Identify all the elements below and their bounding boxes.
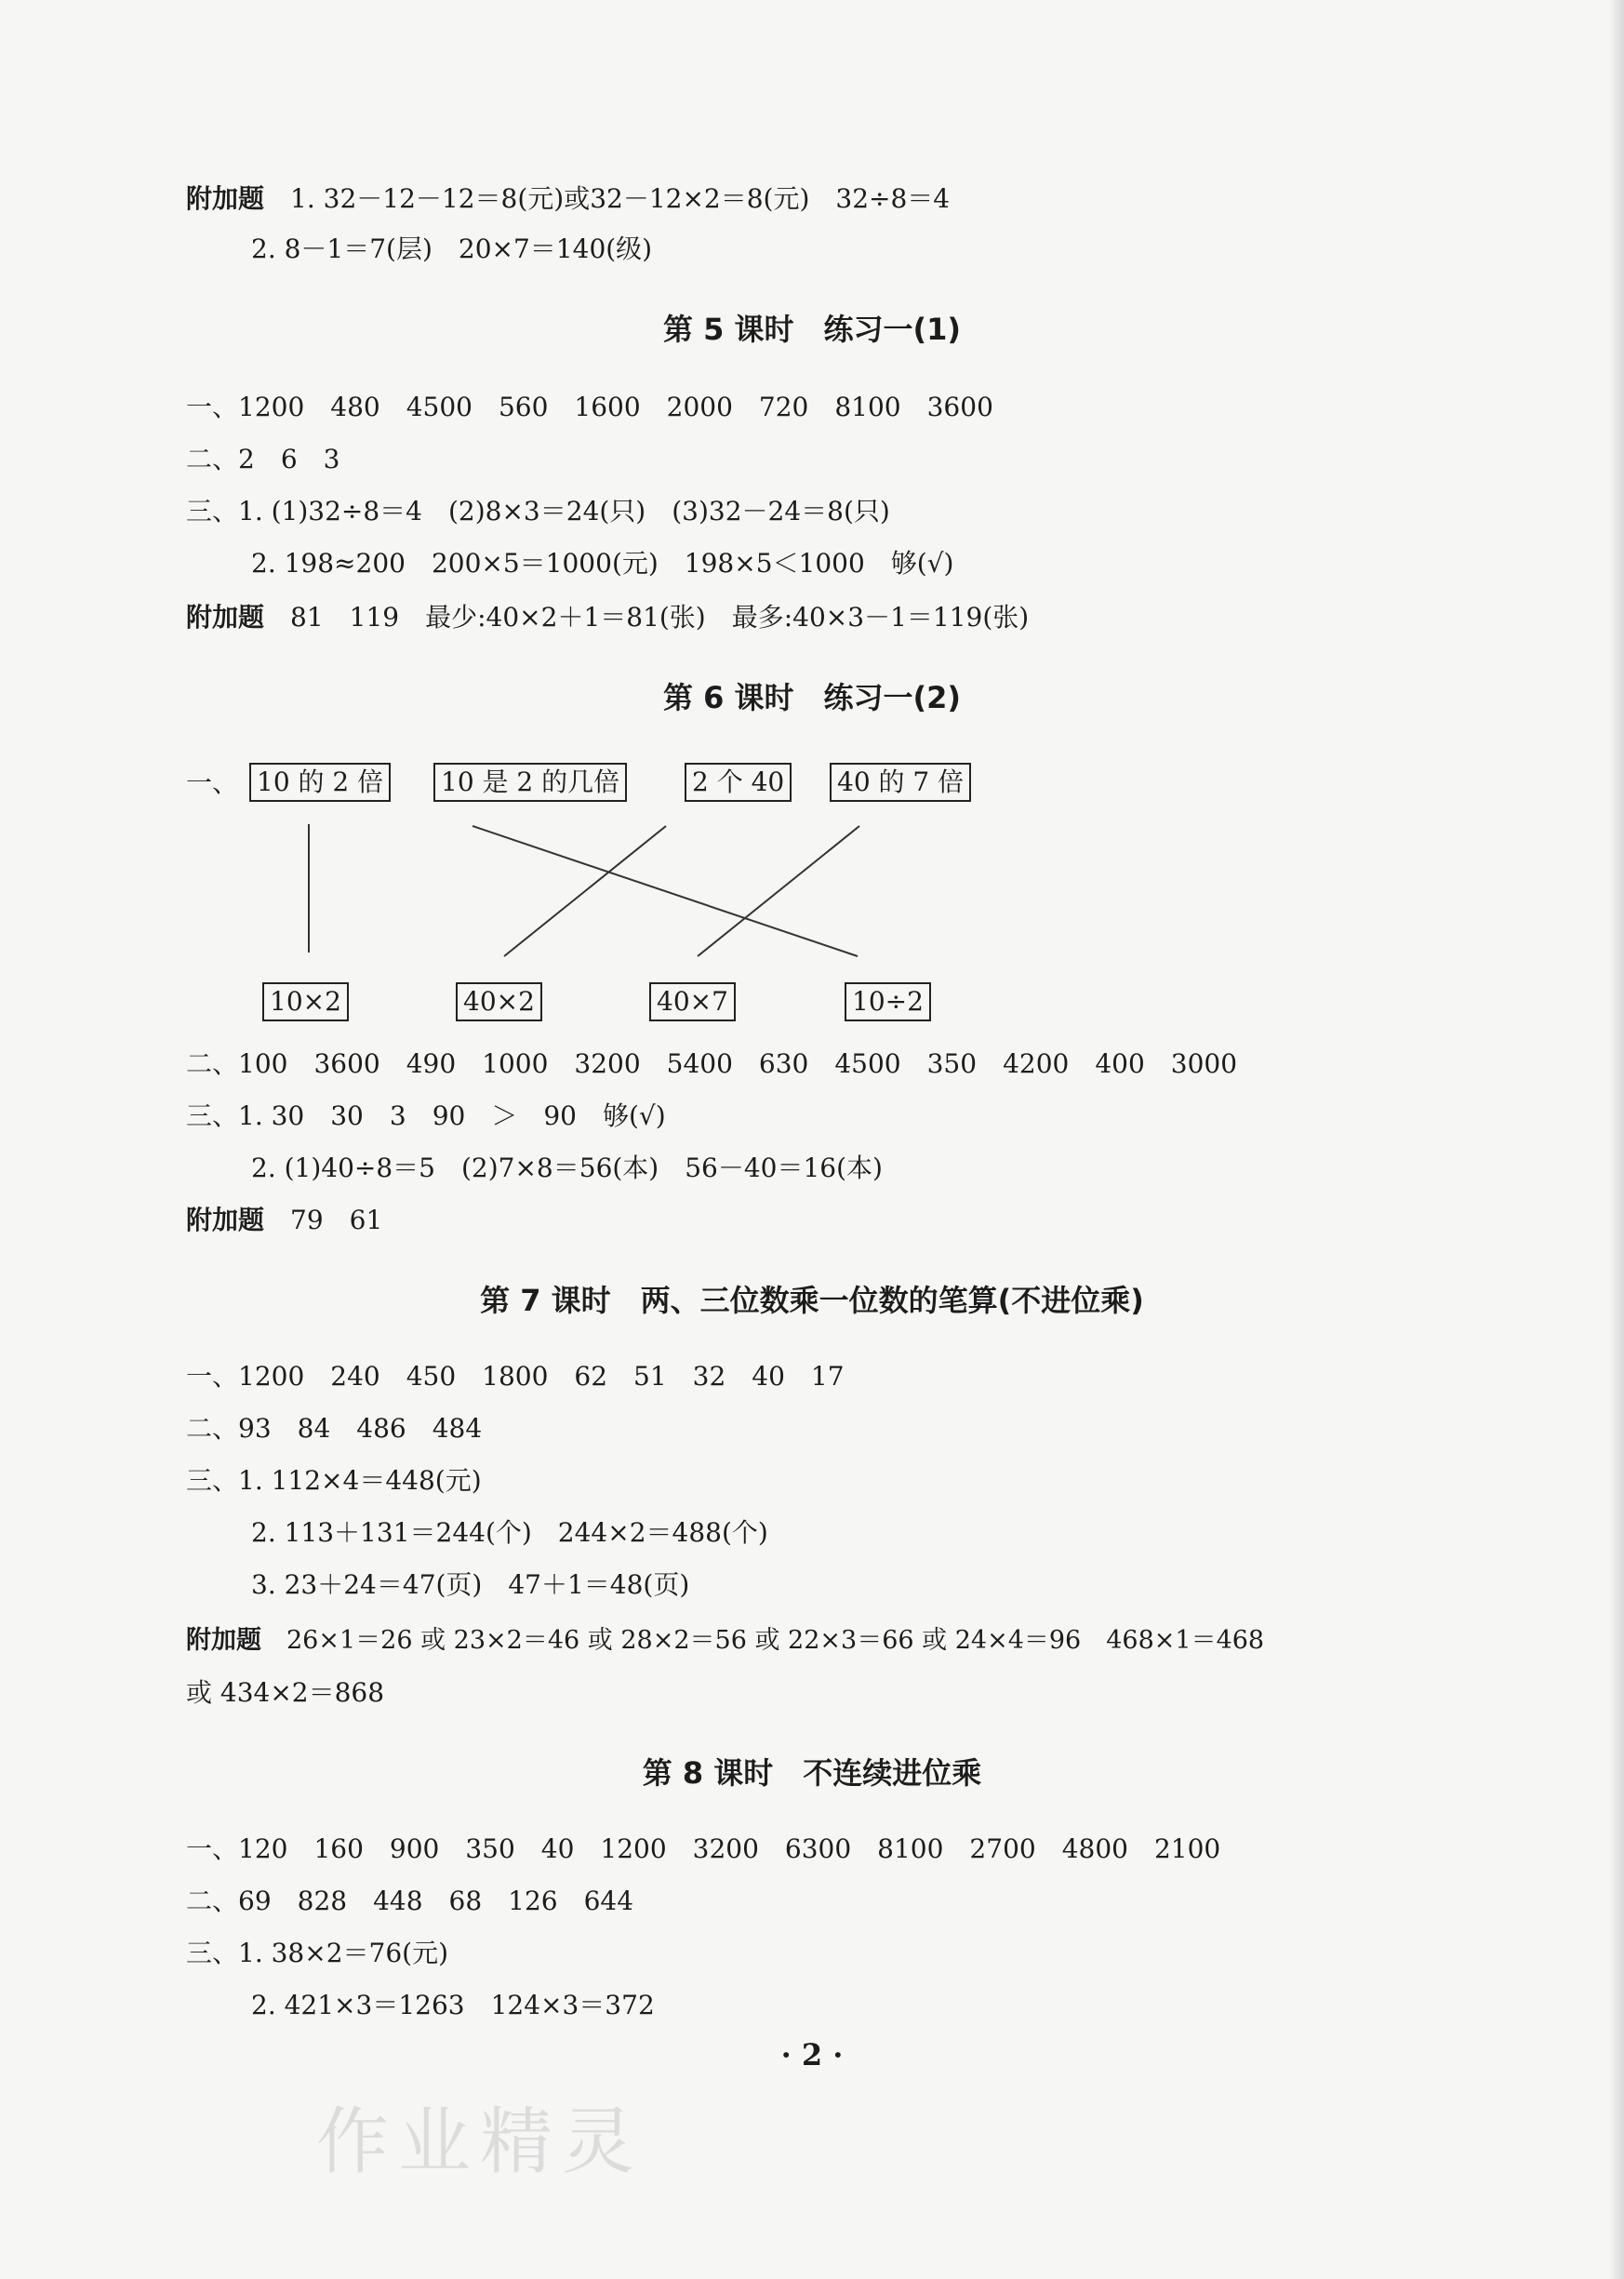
bottom-box-4: 10÷2 [845,982,931,1021]
s8-line3: 三、1. 38×2＝76(元) [186,1938,448,1968]
bottom-box-2: 40×2 [456,982,542,1021]
top-box-4: 40 的 7 倍 [830,763,971,802]
extra-text: 81 119 最少:40×2＋1＝81(张) 最多:40×3－1＝119(张) [290,602,1030,633]
s5-line1: 一、1200 480 4500 560 1600 2000 720 8100 3600 [186,392,993,422]
section-6-title: 第 6 课时 练习一(2) [662,680,962,715]
s6-line3: 三、1. 30 30 3 90 ＞ 90 够(√) [186,1100,666,1131]
header-extra-line2: 2. 8－1＝7(层) 20×7＝140(级) [251,233,653,264]
s5-line2: 二、2 6 3 [186,444,340,474]
extra-label: 附加题 [186,1626,261,1655]
section-8-title: 第 8 课时 不连续进位乘 [642,1755,982,1791]
page-number: · 2 · [780,2037,844,2072]
s5-line4: 2. 198≈200 200×5＝1000(元) 198×5＜1000 够(√) [251,548,954,579]
section-7-title: 第 7 课时 两、三位数乘一位数的笔算(不进位乘) [480,1283,1144,1318]
s7-line4: 2. 113＋131＝244(个) 244×2＝488(个) [251,1517,768,1548]
extra-text: 1. 32－12－12＝8(元)或32－12×2＝8(元) 32÷8＝4 [290,183,951,214]
top-box-1: 10 的 2 倍 [249,763,391,802]
extra-label: 附加题 [186,1205,265,1235]
s6-line4: 2. (1)40÷8＝5 (2)7×8＝56(本) 56－40＝16(本) [251,1153,883,1183]
match-line-4 [698,826,859,956]
page-edge-shadow [1609,0,1624,2279]
extra-text: 26×1＝26 或 23×2＝46 或 28×2＝56 或 22×3＝66 或 24×4＝96 468×1＝468 [286,1626,1265,1655]
extra-label: 附加题 [186,183,265,214]
extra-label: 附加题 [186,602,265,633]
top-box-3: 2 个 40 [685,763,792,802]
s7-extra [186,1622,1264,1659]
match-line-2 [473,826,858,956]
section-5-title: 第 5 课时 练习一(1) [662,312,962,347]
bottom-box-3: 40×7 [649,982,736,1021]
extra-text: 79 61 [290,1205,383,1235]
s7-line3: 三、1. 112×4＝448(元) [186,1465,482,1496]
s6-extra [186,1202,382,1239]
s8-line1: 一、120 160 900 350 40 1200 3200 6300 8100 2700 4800 2100 [186,1833,1221,1864]
s8-line4: 2. 421×3＝1263 124×3＝372 [251,1990,655,2020]
s7-line1: 一、1200 240 450 1800 62 51 32 40 17 [186,1361,845,1392]
top-box-2: 10 是 2 的几倍 [433,763,627,802]
s6-prefix: 一、 [186,767,239,798]
s8-line2: 二、69 828 448 68 126 644 [186,1886,634,1916]
bottom-box-1: 10×2 [262,982,349,1021]
s5-line3: 三、1. (1)32÷8＝4 (2)8×3＝24(只) (3)32－24＝8(只) [186,496,890,526]
watermark-logo: 作业精灵 [316,2100,645,2184]
s7-line2: 二、93 84 486 484 [186,1413,483,1444]
s6-line2: 二、100 3600 490 1000 3200 5400 630 4500 350 4200 400 3000 [186,1048,1238,1079]
s7-line5: 3. 23＋24＝47(页) 47＋1＝48(页) [251,1569,690,1600]
s7-extra2: 或 434×2＝868 [186,1677,385,1708]
